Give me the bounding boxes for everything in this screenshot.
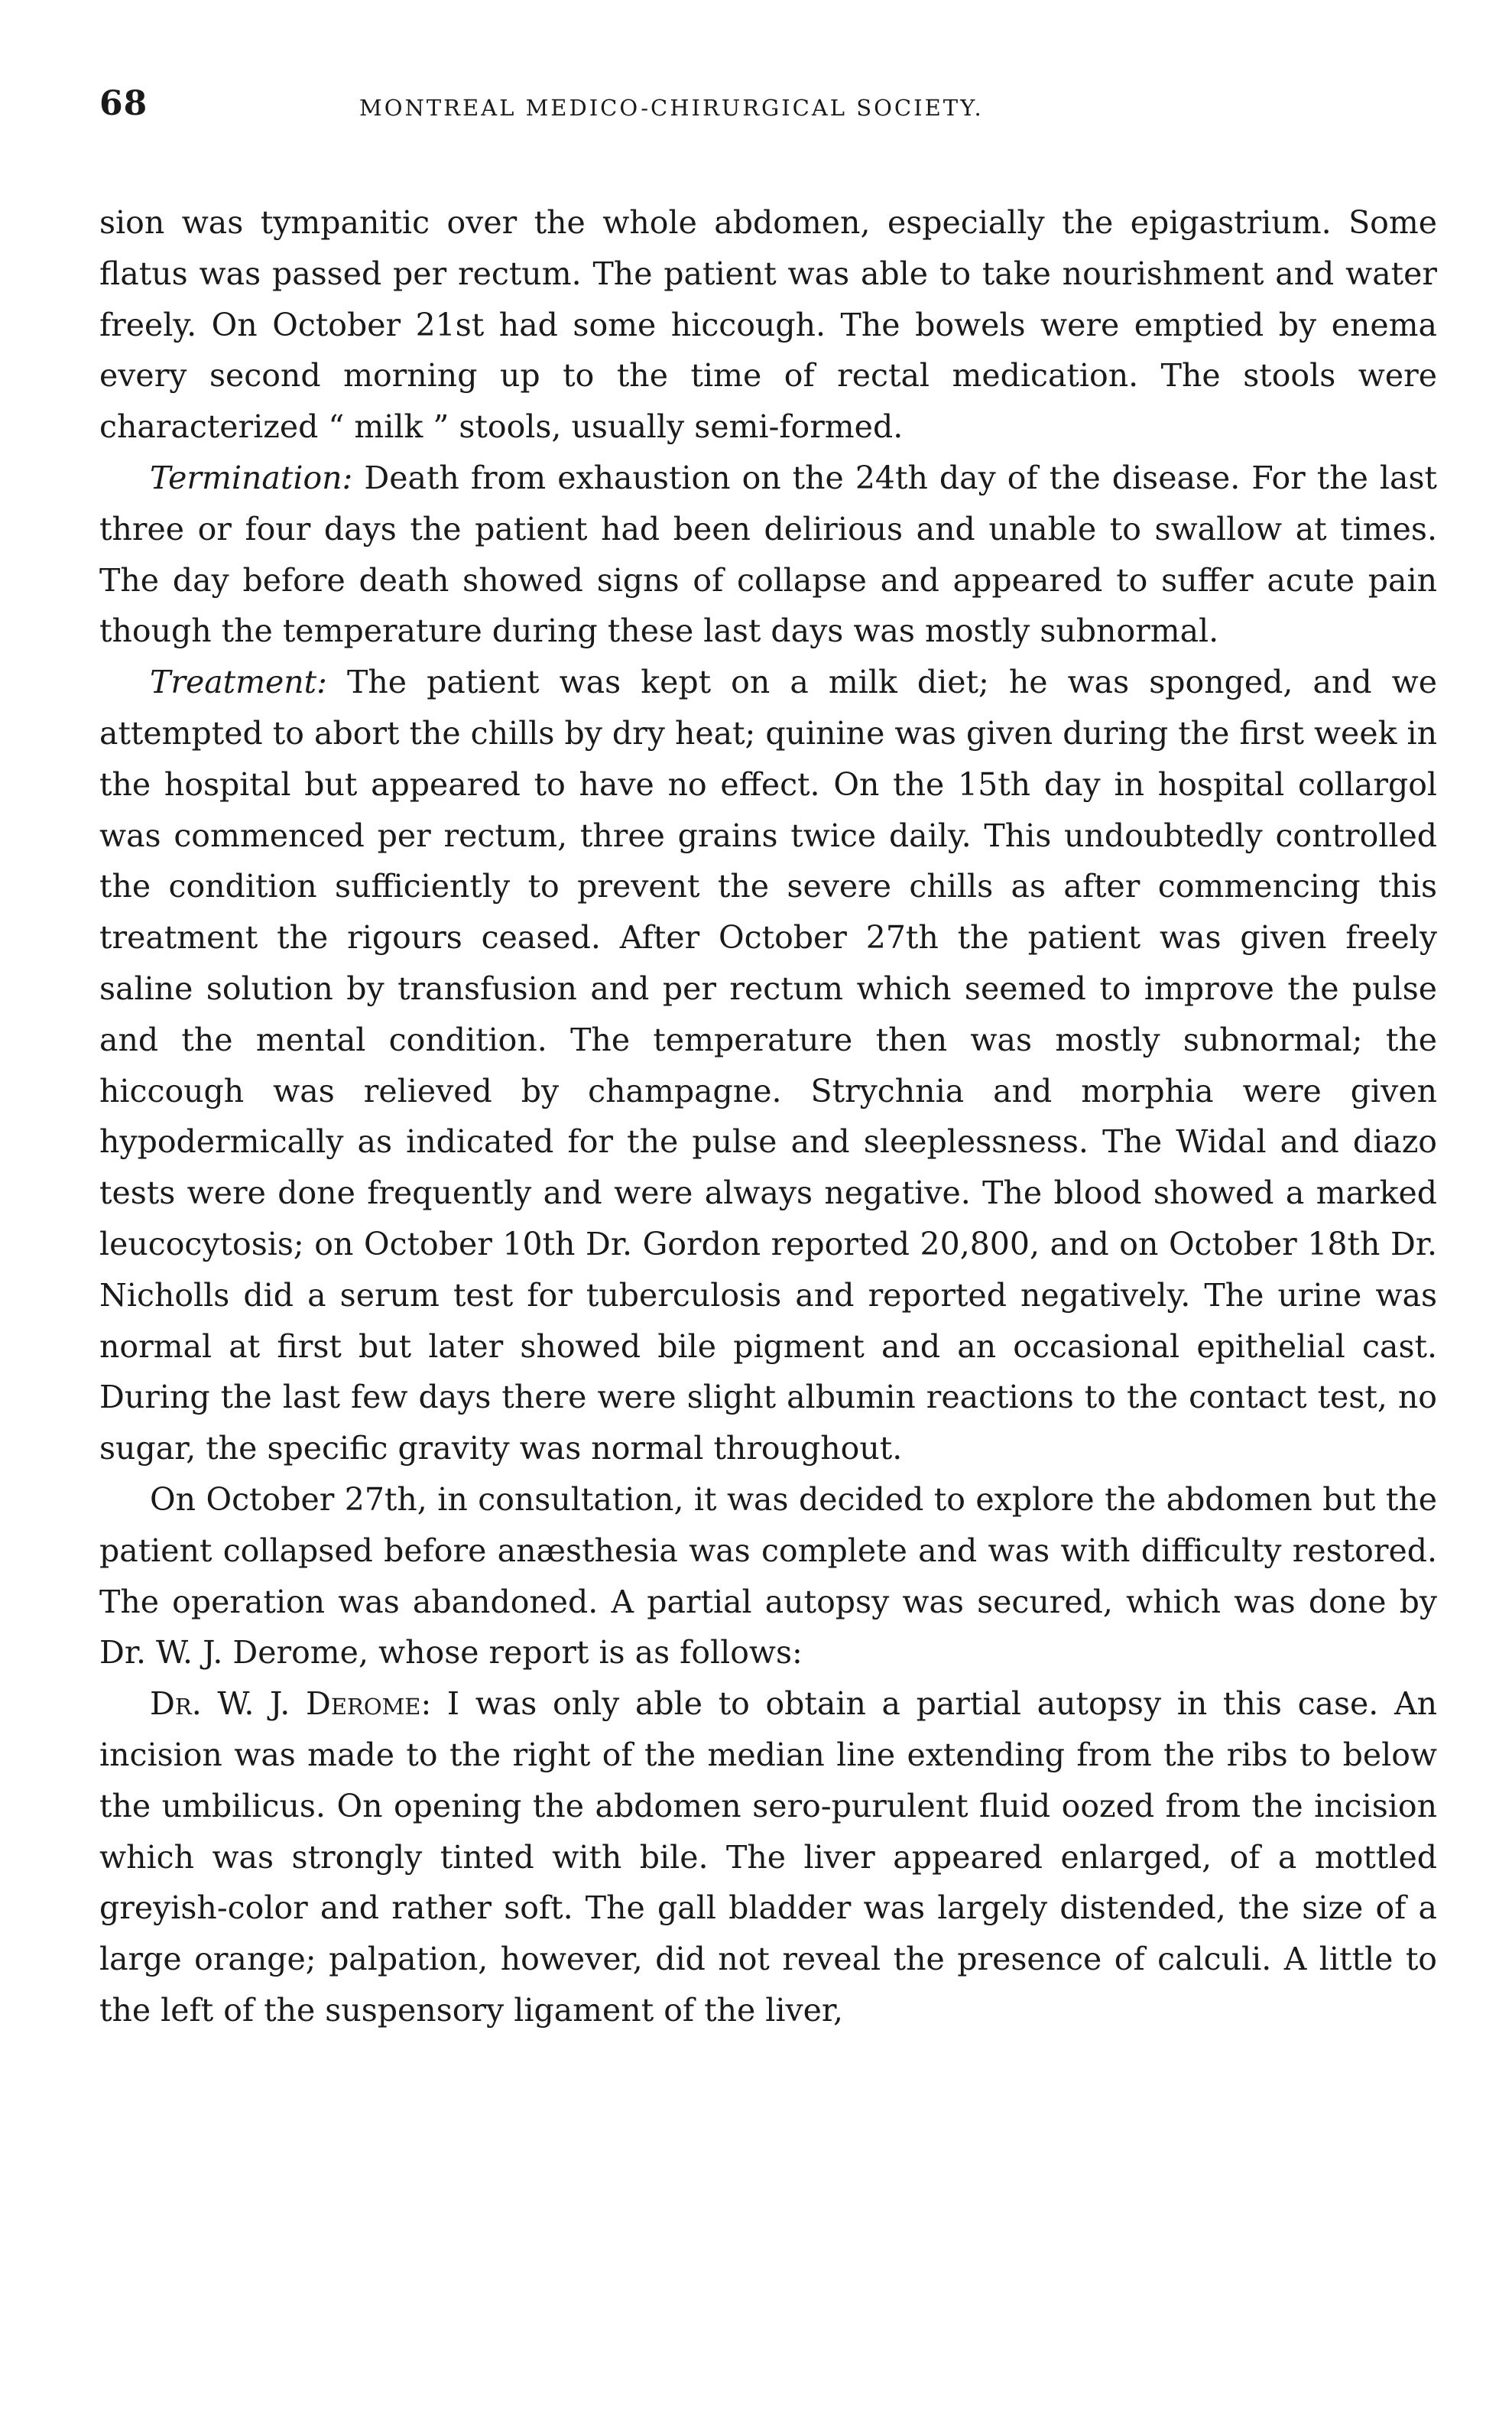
paragraph-treatment (99, 657, 1437, 1474)
autopsy-report-text: I was only able to obtain a partial autopsy in this case. An incision was made to the right of the median line extending from the ribs to below the umbilicus. On opening the abdomen sero-purulent fluid oozed from the incision which was strongly tinted with bile. The liver appeared enlarged, of a mottled greyish-color and rather soft. The gall bladder was largely distended, the size of a large orange; palpation, however, did not reveal the presence of calculi. A little to the left of the suspensory ligament of the liver, (99, 1685, 1437, 2029)
report-author: Dr. W. J. Derome: (150, 1685, 432, 1723)
paragraph-continuation: sion was tympanitic over the whole abdomen, especially the epigastrium. Some flatus was passed per rectum. The patient was able to take nourishment and water freely. On October 21st had some hiccough. The bowels were emptied by enema every second morning up to the time of rectal medication. The stools were characterized “ milk ” stools, usually semi-formed. (99, 204, 1437, 446)
page-header (99, 84, 1437, 138)
page-number: 68 (99, 84, 148, 123)
treatment-text: The patient was kept on a milk diet; he was sponged, and we attempted to abort the chills by dry heat; quinine was given during the first week in the hospital but appeared to have no effect. On the 15th day in hospital collargol was commenced per rectum, three grains twice daily. This undoubtedly controlled the condition sufficiently to prevent the severe chills as after commencing this treatment the rigours ceased. After October 27th the patient was given freely saline solution by transfusion and per rectum which seemed to improve the pulse and the mental condition. The temperature then was mostly subnormal; the hiccough was relieved by champagne. Strychnia and morphia were given hypodermically as indicated for the pulse and sleeplessness. The Widal and diazo tests were done frequently and were always negative. The blood showed a marked leucocytosis; on October 10th Dr. Gordon reported 20,800, and on October 18th Dr. Nicholls did a serum test for tuberculosis and reported negatively. The urine was normal at first but later showed bile pigment and an occasional epithelial cast. During the last few days there were slight albumin reactions to the contact test, no sugar, the specific gravity was normal throughout. (99, 664, 1437, 1467)
paragraph-autopsy-report (99, 1678, 1437, 2036)
termination-text: Death from exhaustion on the 24th day of the disease. For the last three or four days the patient had been delirious and unable to swallow at times. The day before death showed signs of collapse and appeared to suffer acute pain though the temperature during these last days was mostly subnormal. (99, 459, 1437, 650)
paragraph-consultation: On October 27th, in consultation, it was decided to explore the abdomen but the patient collapsed before anæsthesia was complete and was with difficulty restored. The operation was abandoned. A partial autopsy was secured, which was done by Dr. W. J. Derome, whose report is as follows: (99, 1480, 1437, 1671)
document-page (99, 84, 1437, 2036)
running-title: MONTREAL MEDICO-CHIRURGICAL SOCIETY. (359, 95, 984, 121)
paragraph-termination (99, 453, 1437, 657)
termination-heading: Termination: (150, 459, 353, 496)
body-text (99, 197, 1437, 2036)
treatment-heading: Treatment: (150, 664, 327, 701)
